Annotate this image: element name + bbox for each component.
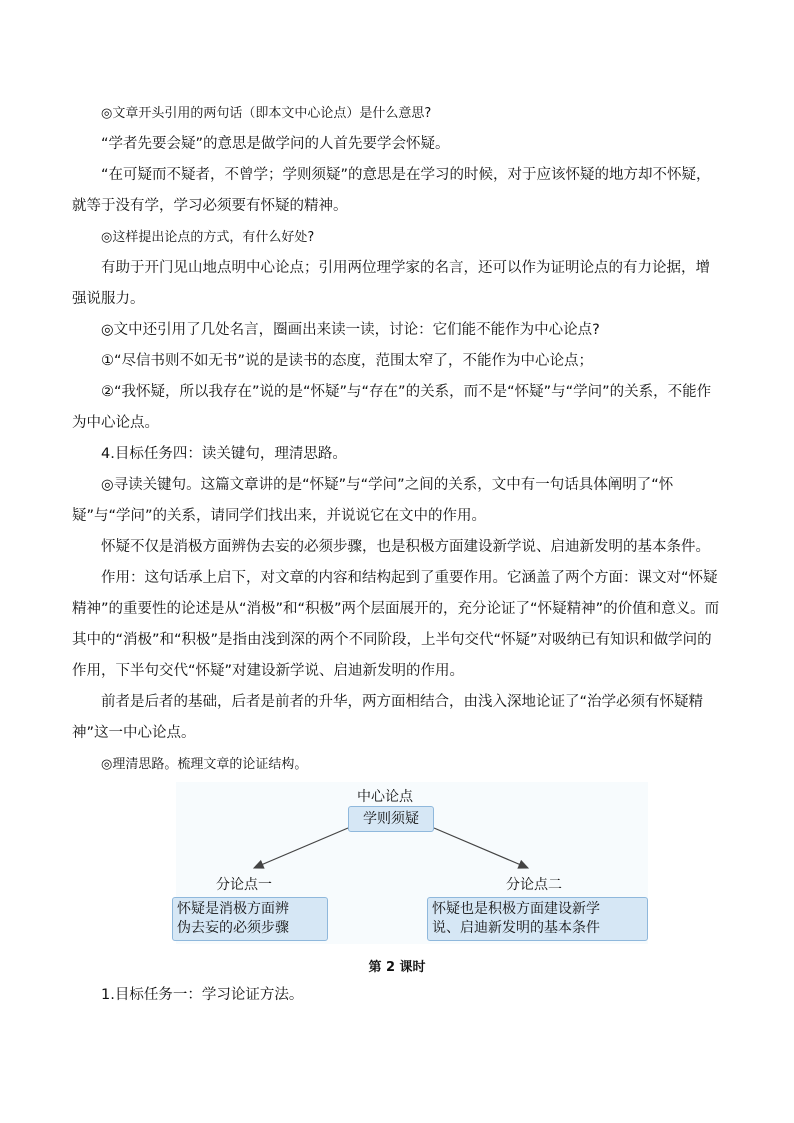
question-1: ◎文章开头引用的两句话（即本文中心论点）是什么意思? <box>101 106 432 121</box>
sub-point-2-line-1: 怀疑也是积极方面建设新学 <box>432 901 600 917</box>
conclusion-paragraph: 前者是后者的基础，后者是前者的升华，两方面相结合，由浅入深地论证了“治学必须有怀疑精神”这一中心论点。 <box>72 694 704 741</box>
center-point-title: 中心论点 <box>357 789 413 805</box>
next-task-heading: 1.目标任务一：学习论证方法。 <box>101 987 304 1003</box>
sub-point-2-title: 分论点二 <box>506 877 562 893</box>
question-3: ◎文中还引用了几处名言，圈画出来读一读，讨论：它们能不能作为中心论点? <box>101 322 600 338</box>
answer-1b: “在可疑而不疑者，不曾学；学则须疑”的意思是在学习的时候，对于应该怀疑的地方却不怀疑，就等于没有学，学习必须要有怀疑的精神。 <box>72 167 711 214</box>
sub-point-1-title: 分论点一 <box>216 877 272 893</box>
task-4-heading: 4.目标任务四：读关键句，理清思路。 <box>101 446 347 462</box>
function-explanation: 作用：这句话承上启下，对文章的内容和结构起到了重要作用。它涵盖了两个方面：课文对“怀疑精神”的重要性的论述是从“消极”和“积极”两个层面展开的，充分论证了“怀疑精神”的价值和意义。而其中的“消极”和“积极”是指由浅到深的两个不同阶段，上半句交代“怀疑”对吸纳已有知识和做学问的作用，下半句交代“怀疑”对建设新学说、启迪新发明的作用。 <box>72 570 720 679</box>
answer-3b: ②“我怀疑，所以我存在”说的是“怀疑”与“存在”的关系，而不是“怀疑”与“学问”的关系，不能作为中心论点。 <box>72 384 712 431</box>
structure-prompt: ◎理清思路。梳理文章的论证结构。 <box>101 757 308 772</box>
answer-3a: ①“尽信书则不如无书”说的是读书的态度，范围太窄了，不能作为中心论点； <box>101 353 594 369</box>
question-2: ◎这样提出论点的方式，有什么好处? <box>101 230 315 245</box>
right-arrow <box>434 828 528 868</box>
left-arrow <box>254 828 348 868</box>
lesson-caption: 第 2 课时 <box>368 960 426 975</box>
sub-point-2-line-2: 说、启迪新发明的基本条件 <box>432 920 600 936</box>
sub-point-1-line-2: 伪去妄的必须步骤 <box>177 920 289 936</box>
sub-point-2-box <box>427 897 648 941</box>
center-point-box: 学则须疑 <box>348 806 434 832</box>
argument-structure-diagram <box>176 782 648 944</box>
answer-2: 有助于开门见山地点明中心论点；引用两位理学家的名言，还可以作为证明论点的有力论据，增强说服力。 <box>72 260 710 307</box>
answer-1a: “学者先要会疑”的意思是做学问的人首先要学会怀疑。 <box>101 136 450 152</box>
sub-point-1-line-1: 怀疑是消极方面辨 <box>177 901 289 917</box>
key-sentence: 怀疑不仅是消极方面辨伪去妄的必须步骤，也是积极方面建设新学说、启迪新发明的基本条件。 <box>101 539 710 555</box>
sub-point-1-box <box>172 897 328 941</box>
question-4: ◎寻读关键句。这篇文章讲的是“怀疑”与“学问”之间的关系，文中有一句话具体阐明了“怀疑”与“学问”的关系，请同学们找出来，并说说它在文中的作用。 <box>72 477 674 524</box>
document-body <box>72 98 722 780</box>
